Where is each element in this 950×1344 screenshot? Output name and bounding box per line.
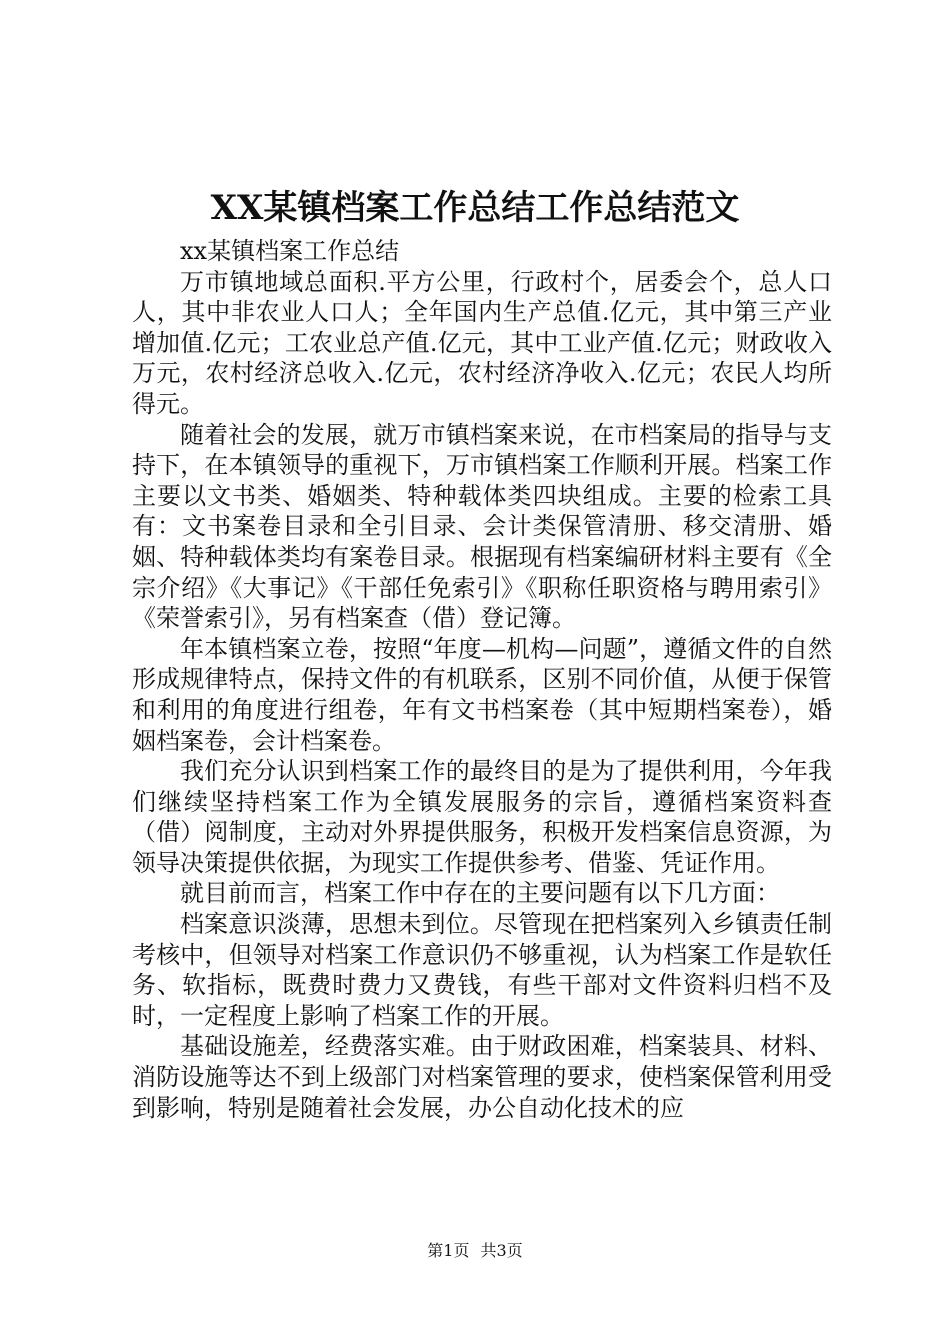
document-title: XX某镇档案工作总结工作总结范文 xyxy=(210,188,740,228)
page-footer xyxy=(0,1240,950,1262)
paragraph-subtitle: xx某镇档案工作总结 xyxy=(180,237,400,265)
paragraph-problems-intro: 就目前而言，档案工作中存在的主要问题有以下几方面： xyxy=(180,879,780,908)
paragraph-utilization: 我们充分认识到档案工作的最终目的是为了提供利用，今年我们继续坚持档案工作为全镇发展服务的宗旨，遵循档案资料查（借）阅制度，主动对外界提供服务，积极开发档案信息资源，为领导决策提供依据，为现实工作提供参考、借鉴、凭证作用。 xyxy=(132,757,832,877)
paragraph-overview: 万市镇地域总面积.平方公里，行政村个，居委会个，总人口人，其中非农业人口人；全年国内生产总值.亿元，其中第三产业增加值.亿元；工农业总产值.亿元，其中工业产值.亿元；财政收入万元，农村经济总收入.亿元，农村经济净收入.亿元；农民人均所得元。 xyxy=(132,267,832,418)
document-body xyxy=(132,236,832,1123)
page-number-current: 第1页 xyxy=(427,1241,470,1260)
paragraph-problem-awareness: 档案意识淡薄，思想未到位。尽管现在把档案列入乡镇责任制考核中，但领导对档案工作意识仍不够重视，认为档案工作是软任务、软指标，既费时费力又费钱，有些干部对文件资料归档不及时，一定程度上影响了档案工作的开展。 xyxy=(132,910,832,1030)
paragraph-filing: 年本镇档案立卷，按照“年度—机构—问题”，遵循文件的自然形成规律特点，保持文件的有机联系，区别不同价值，从便于保管和利用的角度进行组卷，年有文书档案卷（其中短期档案卷），婚姻档案卷，会计档案卷。 xyxy=(132,634,832,755)
paragraph-problem-facilities: 基础设施差，经费落实难。由于财政困难，档案装具、材料、消防设施等达不到上级部门对档案管理的要求，使档案保管利用受到影响，特别是随着社会发展，办公自动化技术的应 xyxy=(132,1032,832,1122)
paragraph-archive-status: 随着社会的发展，就万市镇档案来说，在市档案局的指导与支持下，在本镇领导的重视下，万市镇档案工作顺利开展。档案工作主要以文书类、婚姻类、特种载体类四块组成。主要的检索工具有：文书案卷目录和全引目录、会计类保管清册、移交清册、婚姻、特种载体类均有案卷目录。根据现有档案编研材料主要有《全宗介绍》《大事记》《干部任免索引》《职称任职资格与聘用索引》《荣誉索引》，另有档案查（借）登记簿。 xyxy=(132,420,832,633)
page-number-total: 共3页 xyxy=(480,1241,523,1260)
